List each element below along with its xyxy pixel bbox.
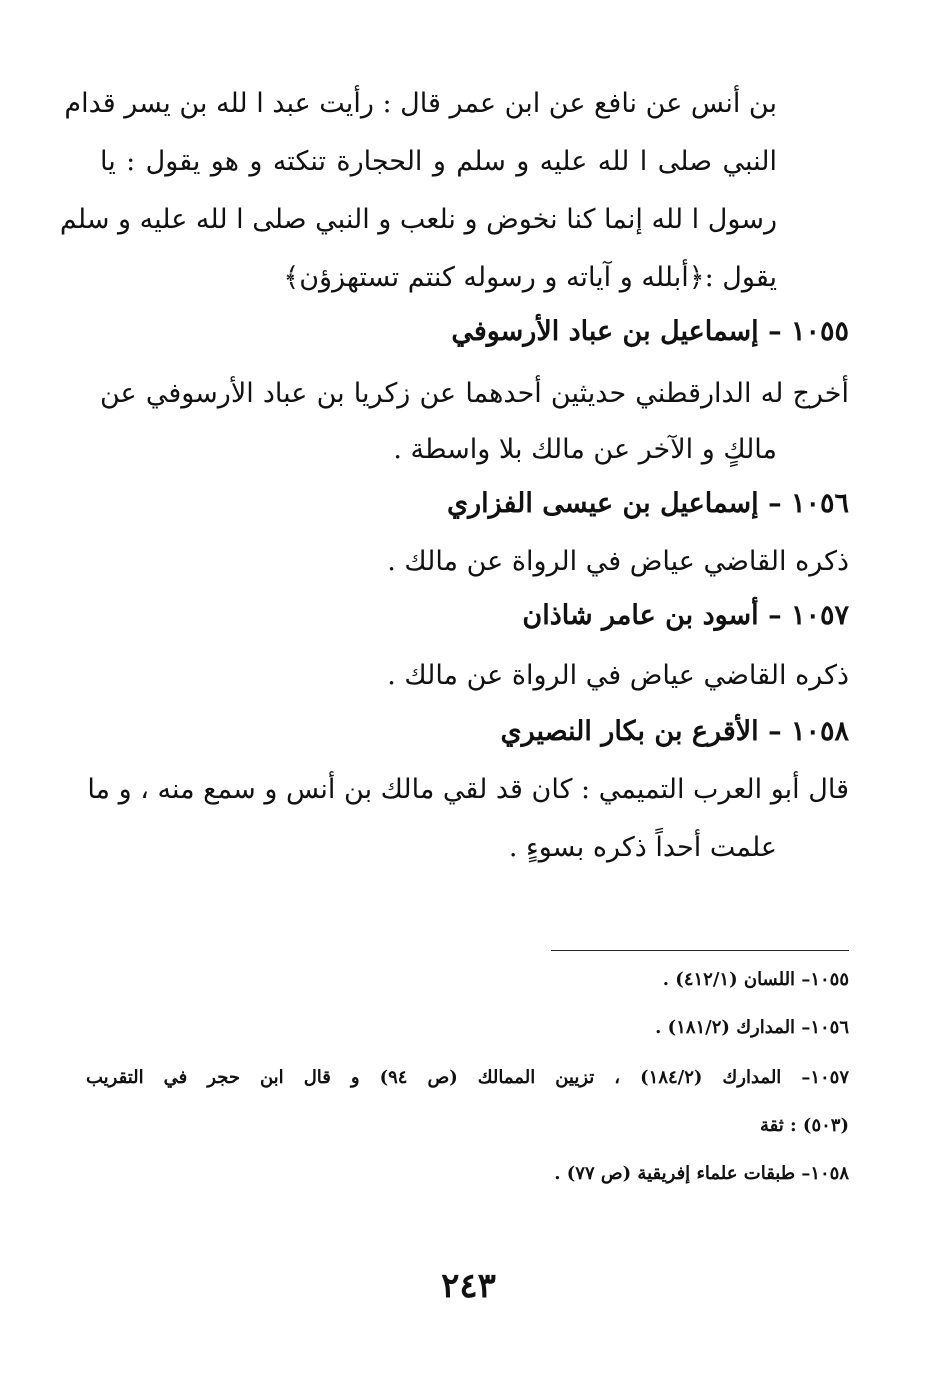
text-line: رسول ا لله إنما كنا نخوض و نلعب و النبي صلى ا لله عليه و سلم <box>59 204 777 235</box>
text-line: يقول :﴿أبلله و آياته و رسوله كنتم تستهزؤن﴾ <box>283 262 777 293</box>
text-line: ذكره القاضي عياض في الرواة عن مالك . <box>387 660 849 691</box>
entry-heading-1056: ١٠٥٦ – إسماعيل بن عيسى الفزاري <box>446 488 849 519</box>
footnote-1057: ١٠٥٧– المدارك (١٨٤/٢) ، تزيين الممالك (ص ٩٤) و قال ابن حجر في التقريب <box>86 1067 849 1088</box>
entry-heading-1055: ١٠٥٥ – إسماعيل بن عباد الأرسوفي <box>451 316 849 347</box>
text-line: علمت أحداً ذكره بسوءٍ . <box>508 832 777 863</box>
text-line: بن أنس عن نافع عن ابن عمر قال : رأيت عبد ا لله بن يسر قدام <box>64 88 777 119</box>
entry-heading-1057: ١٠٥٧ – أسود بن عامر شاذان <box>522 600 849 631</box>
text-line: النبي صلى ا لله عليه و سلم و الحجارة تنكته و هو يقول : يا <box>100 146 777 177</box>
text-line: ذكره القاضي عياض في الرواة عن مالك . <box>387 546 849 577</box>
entry-heading-1058: ١٠٥٨ – الأقرع بن بكار النصيري <box>500 716 849 747</box>
footnote-1056: ١٠٥٦– المدارك (١٨١/٢) . <box>655 1017 849 1038</box>
page-number: ٢٤٣ <box>441 1266 496 1306</box>
footnote-1055: ١٠٥٥– اللسان (٤١٢/١) . <box>662 969 849 990</box>
text-line: مالكٍ و الآخر عن مالك بلا واسطة . <box>393 434 777 465</box>
footnote-1058: ١٠٥٨– طبقات علماء إفريقية (ص ٧٧) . <box>554 1163 849 1184</box>
text-line: أخرج له الدارقطني حديثين أحدهما عن زكريا بن عباد الأرسوفي عن <box>100 378 849 409</box>
footnote-1057-continued: (٥٠٣) : ثقة <box>759 1115 849 1136</box>
footnote-separator <box>551 950 849 951</box>
text-line: قال أبو العرب التميمي : كان قد لقي مالك بن أنس و سمع منه ، و ما <box>87 774 849 805</box>
